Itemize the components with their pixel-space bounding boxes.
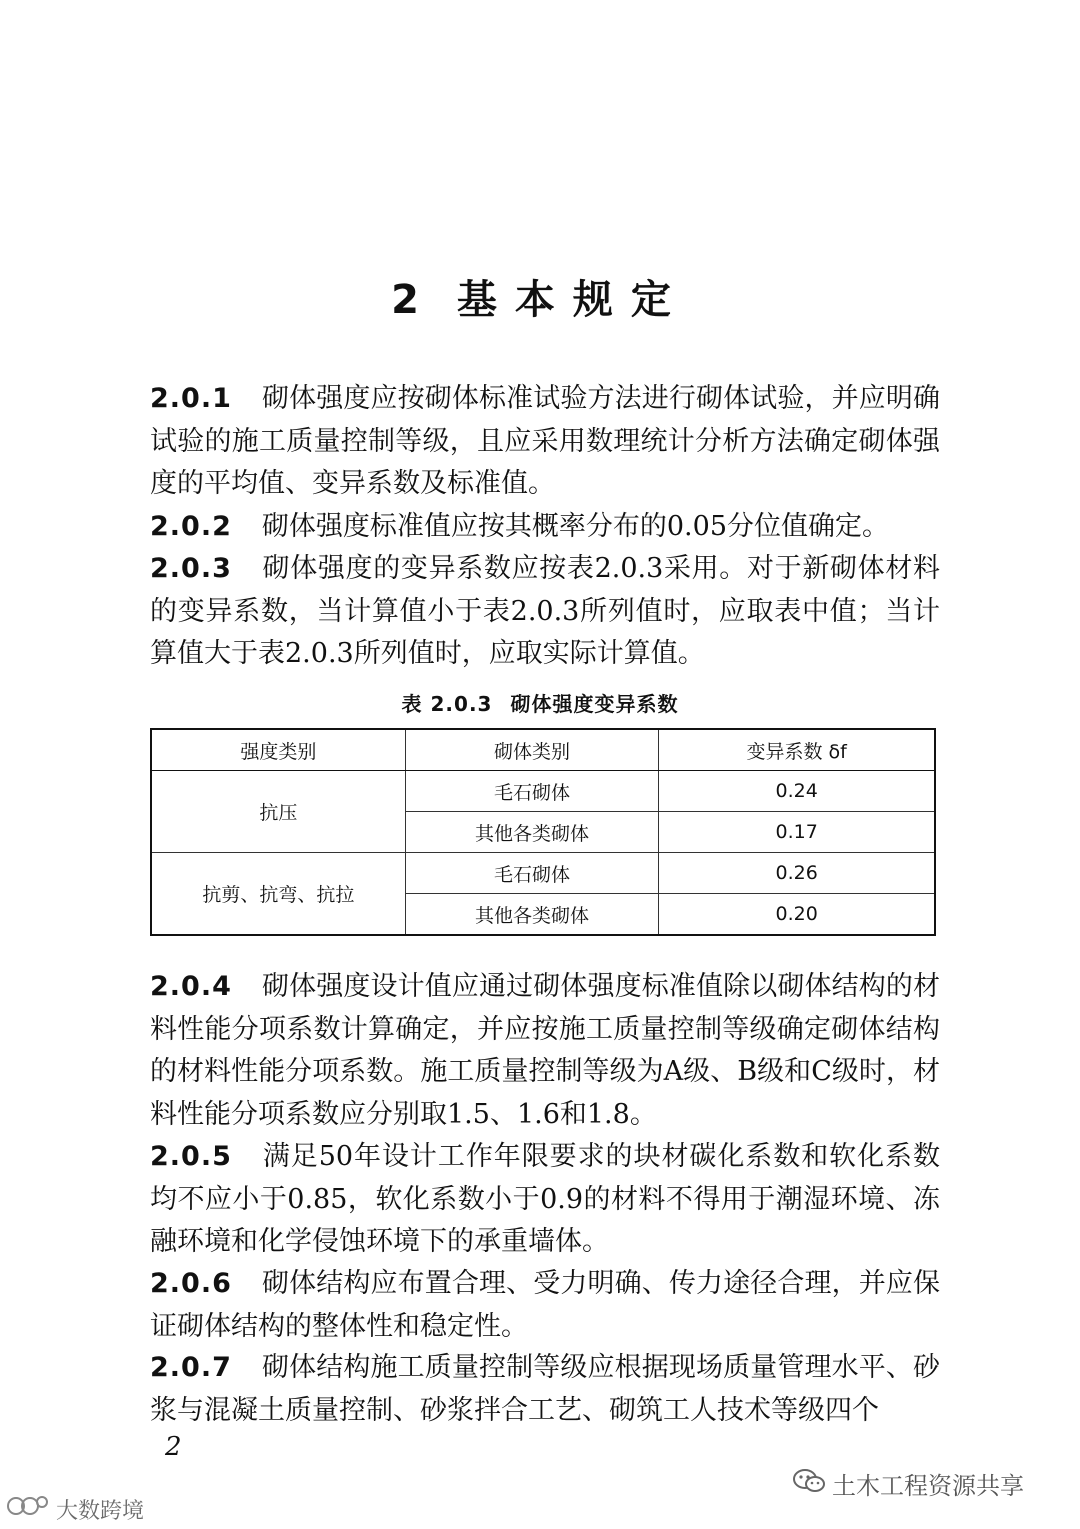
page-number: 2 — [165, 1432, 182, 1462]
clause-text: 砌体强度应按砌体标准试验方法进行砌体试验，并应明确试验的施工质量控制等级，且应采用数理统计分析方法确定砌体强度的平均值、变异系数及标准值。 — [150, 383, 940, 499]
clause-number: 2.0.6 — [150, 1268, 232, 1299]
table-header-row — [151, 729, 935, 771]
strength-category-cell: 抗剪、抗弯、抗拉 — [151, 853, 405, 936]
chapter-title: 基本规定 — [456, 277, 689, 323]
chapter-number: 2 — [391, 277, 423, 323]
chapter-heading — [0, 268, 1080, 325]
masonry-type-cell: 其他各类砌体 — [405, 812, 659, 853]
clause-number: 2.0.1 — [150, 383, 232, 414]
clause-number: 2.0.5 — [150, 1141, 232, 1172]
clause-2-0-1 — [150, 378, 940, 506]
watermark-right — [792, 1466, 1024, 1501]
clause-2-0-4 — [150, 966, 940, 1136]
coefficient-cell: 0.20 — [659, 894, 935, 936]
brand-logo-icon — [6, 1493, 50, 1525]
clause-2-0-6 — [150, 1263, 940, 1348]
clause-text: 砌体强度设计值应通过砌体强度标准值除以砌体结构的材料性能分项系数计算确定，并应按施工质量控制等级确定砌体结构的材料性能分项系数。施工质量控制等级为A级、B级和C级时，材料性能分项系数应分别取1.5、1.6和1.8。 — [150, 971, 940, 1130]
table-caption-number: 表 2.0.3 — [401, 692, 493, 716]
header-strength-category: 强度类别 — [151, 729, 405, 771]
clause-2-0-5 — [150, 1136, 940, 1264]
clause-2-0-2 — [150, 506, 940, 549]
table-row — [151, 853, 935, 894]
watermark-left — [6, 1493, 144, 1525]
watermark-left-text: 大数跨境 — [56, 1498, 145, 1524]
clause-number: 2.0.3 — [150, 553, 232, 584]
clause-text: 砌体结构应布置合理、受力明确、传力途径合理，并应保证砌体结构的整体性和稳定性。 — [150, 1268, 940, 1342]
clause-text: 砌体强度标准值应按其概率分布的0.05分位值确定。 — [261, 511, 889, 542]
clause-2-0-7 — [150, 1347, 940, 1432]
clause-text: 砌体结构施工质量控制等级应根据现场质量管理水平、砂浆与混凝土质量控制、砂浆拌合工艺、砌筑工人技术等级四个 — [150, 1352, 940, 1426]
header-variation-coefficient: 变异系数 δf — [659, 729, 935, 771]
masonry-type-cell: 毛石砌体 — [405, 853, 659, 894]
coefficient-cell: 0.26 — [659, 853, 935, 894]
clause-number: 2.0.2 — [150, 511, 232, 542]
coefficient-cell: 0.24 — [659, 771, 935, 812]
table-caption-title: 砌体强度变异系数 — [510, 692, 679, 716]
table-caption — [0, 688, 1080, 717]
header-masonry-type: 砌体类别 — [405, 729, 659, 771]
clause-text: 砌体强度的变异系数应按表2.0.3采用。对于新砌体材料的变异系数，当计算值小于表2.0.3所列值时，应取表中值；当计算值大于表2.0.3所列值时，应取实际计算值。 — [150, 553, 940, 669]
strength-category-cell: 抗压 — [151, 771, 405, 853]
table-row — [151, 771, 935, 812]
clause-text: 满足50年设计工作年限要求的块材碳化系数和软化系数均不应小于0.85，软化系数小于0.9的材料不得用于潮湿环境、冻融环境和化学侵蚀环境下的承重墙体。 — [150, 1141, 940, 1257]
clause-number: 2.0.7 — [150, 1352, 232, 1383]
masonry-type-cell: 其他各类砌体 — [405, 894, 659, 936]
watermark-right-text: 土木工程资源共享 — [832, 1472, 1024, 1500]
coefficient-cell: 0.17 — [659, 812, 935, 853]
wechat-icon — [792, 1467, 826, 1501]
masonry-type-cell: 毛石砌体 — [405, 771, 659, 812]
clause-number: 2.0.4 — [150, 971, 232, 1002]
clause-2-0-3 — [150, 548, 940, 676]
variation-coefficient-table — [150, 728, 936, 936]
